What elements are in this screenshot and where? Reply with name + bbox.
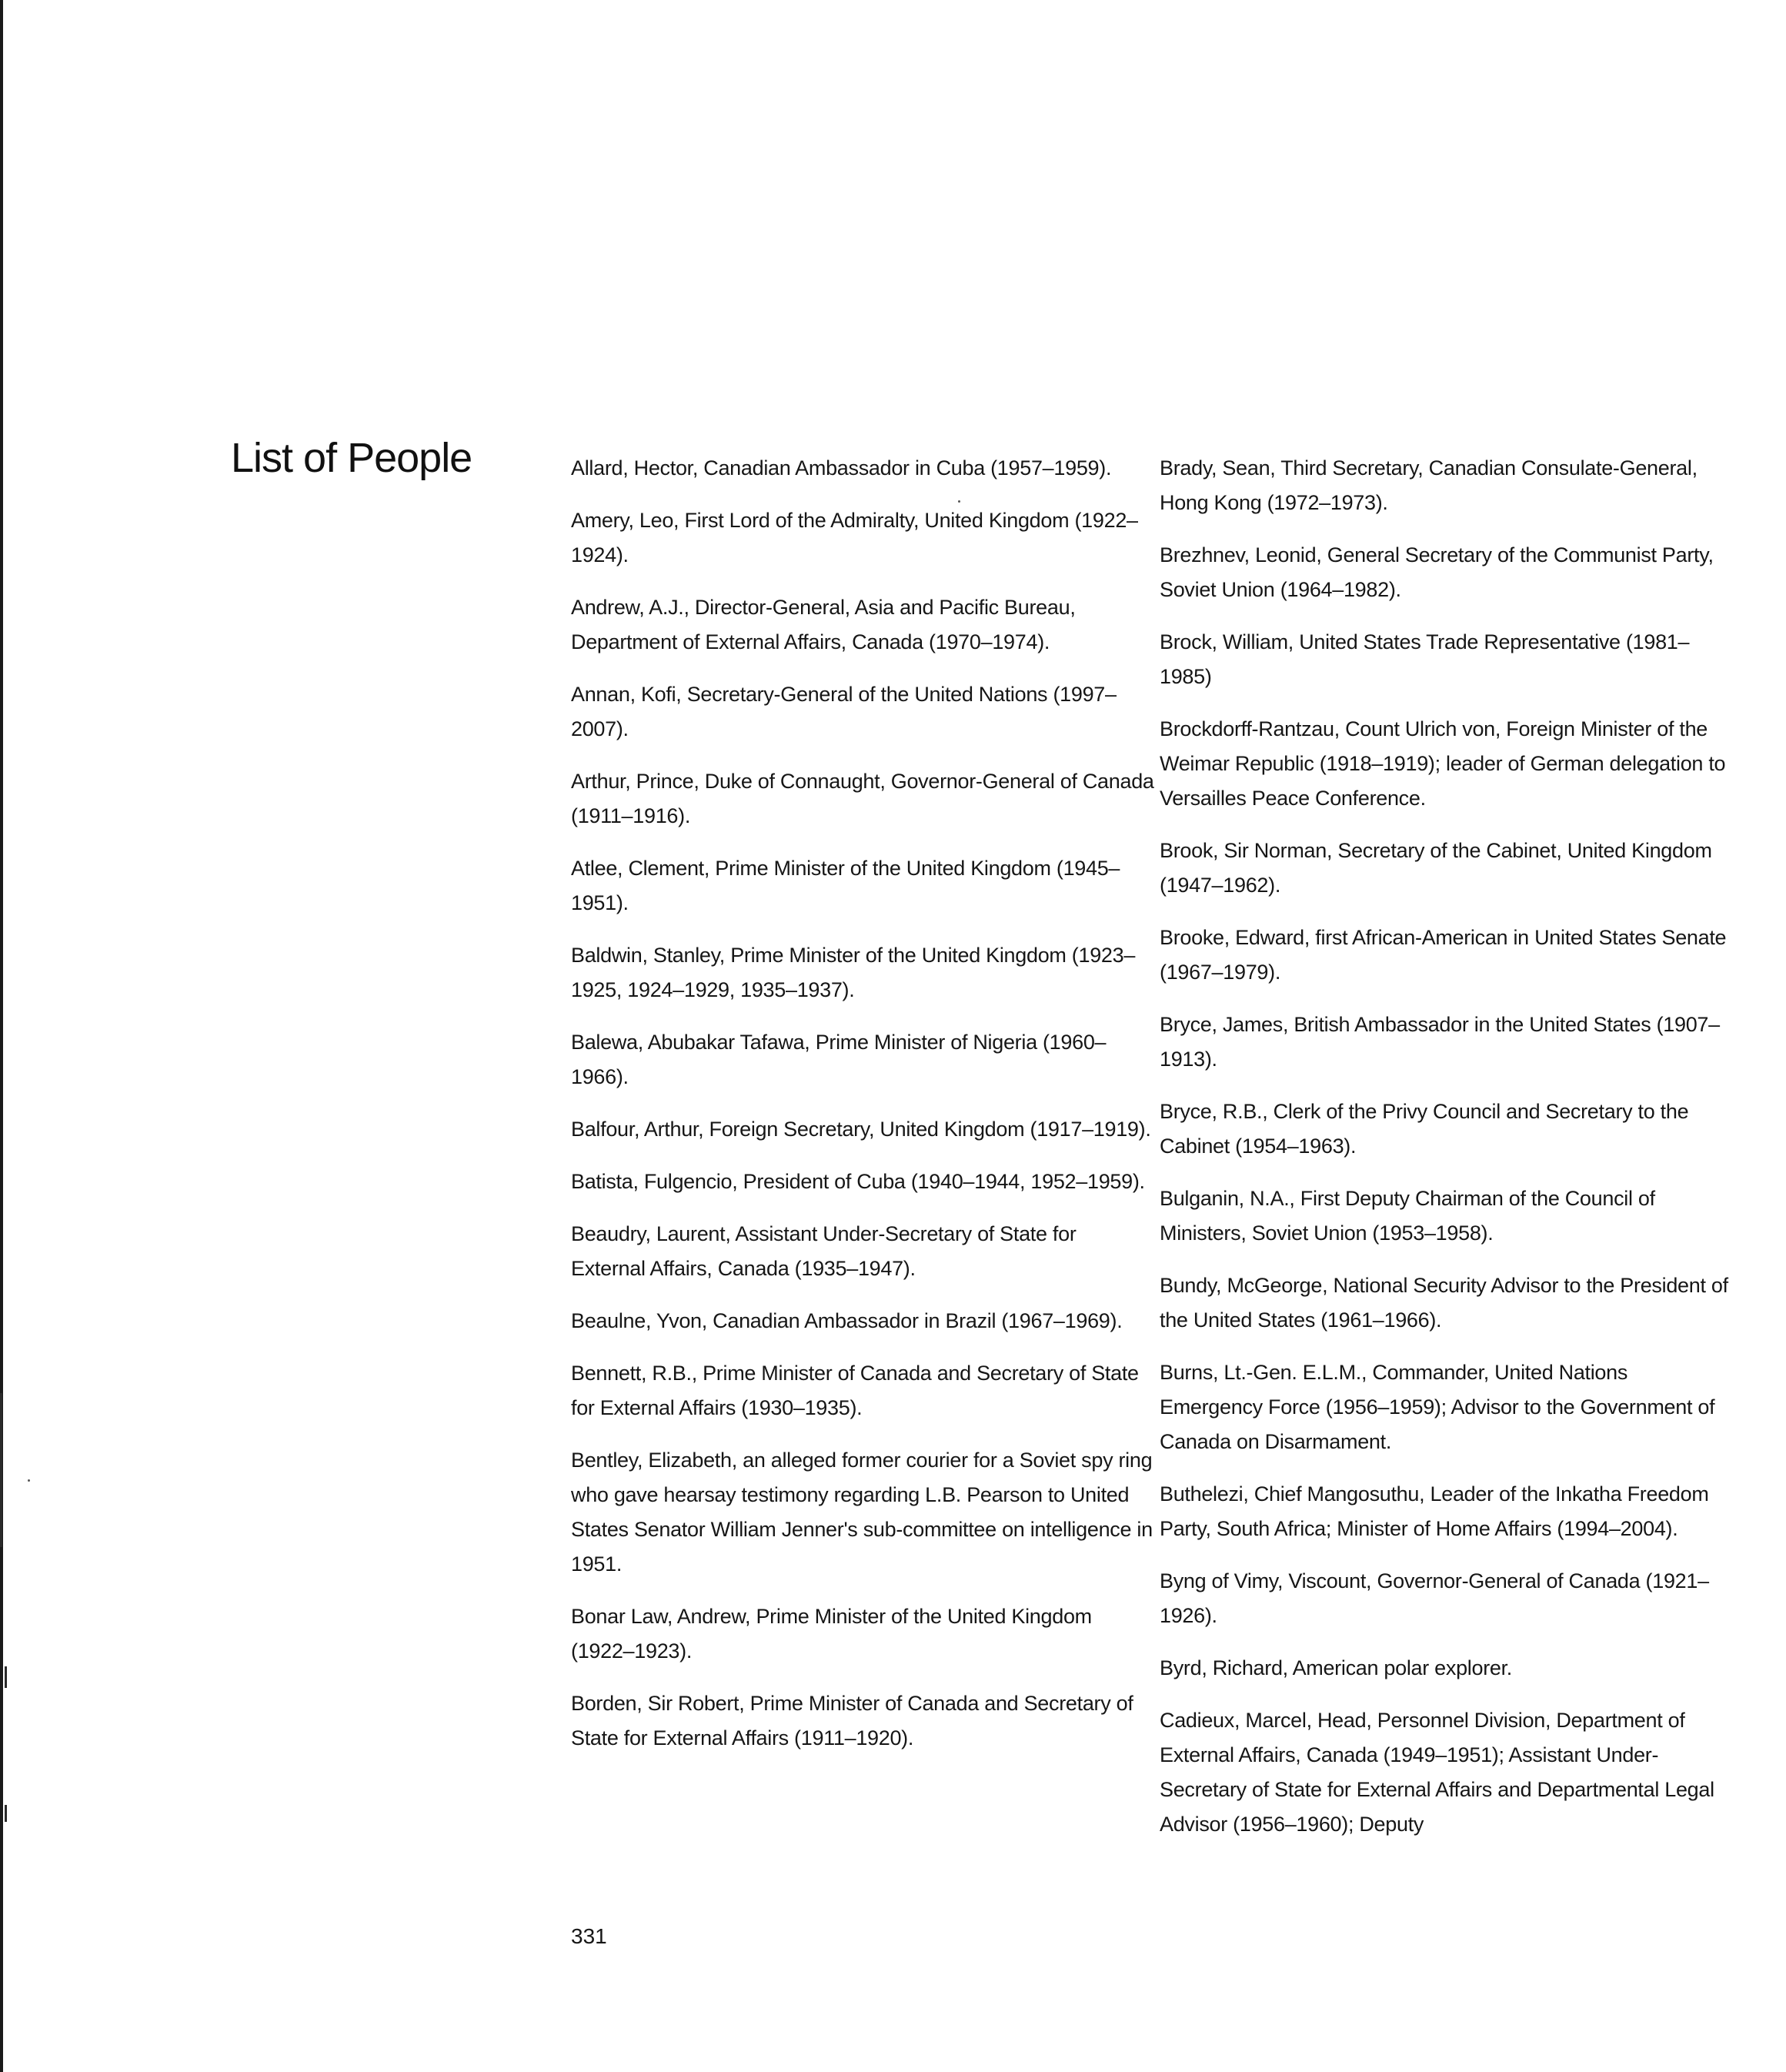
list-entry: Bundy, McGeorge, National Security Advisor to the President of the United States (1961–1966). — [1160, 1274, 1728, 1332]
list-entry: Brooke, Edward, first African-American in United States Senate (1967–1979). — [1160, 926, 1727, 984]
list-entry: Byng of Vimy, Viscount, Governor-General of Canada (1921–1926). — [1160, 1569, 1709, 1627]
page-title: List of People — [231, 435, 472, 481]
right-column — [1160, 451, 1729, 1860]
page-edge-mark — [5, 1666, 7, 1688]
list-entry: Beaudry, Laurent, Assistant Under-Secretary of State for External Affairs, Canada (1935–1947). — [571, 1222, 1077, 1280]
page-edge-shadow — [0, 0, 3, 2072]
list-entry: Bryce, R.B., Clerk of the Privy Council and Secretary to the Cabinet (1954–1963). — [1160, 1100, 1689, 1158]
list-entry: Bentley, Elizabeth, an alleged former courier for a Soviet spy ring who gave hearsay testimony regarding L.B. Pearson to United States Senator William Jenner's sub-committee on intelligence in 1951. — [571, 1449, 1153, 1576]
list-entry: Bennett, R.B., Prime Minister of Canada and Secretary of State for External Affairs (1930–1935). — [571, 1362, 1139, 1419]
scan-speck — [28, 1479, 30, 1482]
page-edge-mark — [5, 1805, 7, 1822]
list-entry: Burns, Lt.-Gen. E.L.M., Commander, United Nations Emergency Force (1956–1959); Advisor to the Government of Canada on Disarmament. — [1160, 1361, 1715, 1453]
list-entry: Amery, Leo, First Lord of the Admiralty, United Kingdom (1922–1924). — [571, 509, 1138, 566]
list-entry: Andrew, A.J., Director-General, Asia and Pacific Bureau, Department of External Affairs, Canada (1970–1974). — [571, 596, 1076, 653]
list-entry: Arthur, Prince, Duke of Connaught, Governor-General of Canada (1911–1916). — [571, 770, 1154, 827]
list-entry: Atlee, Clement, Prime Minister of the United Kingdom (1945–1951). — [571, 857, 1120, 914]
list-entry: Buthelezi, Chief Mangosuthu, Leader of the Inkatha Freedom Party, South Africa; Minister of Home Affairs (1994–2004). — [1160, 1482, 1709, 1540]
list-entry: Bryce, James, British Ambassador in the United States (1907–1913). — [1160, 1013, 1720, 1071]
list-entry: Bonar Law, Andrew, Prime Minister of the United Kingdom (1922–1923). — [571, 1605, 1092, 1663]
left-column — [571, 451, 1156, 1773]
list-entry: Cadieux, Marcel, Head, Personnel Division, Department of External Affairs, Canada (1949–1951); Assistant Under-Secretary of State for External Affairs and Departmental Legal Advisor (1956–1960); Deputy — [1160, 1709, 1714, 1836]
list-entry: Byrd, Richard, American polar explorer. — [1160, 1656, 1513, 1679]
list-entry: Annan, Kofi, Secretary-General of the United Nations (1997– 2007). — [571, 683, 1117, 740]
list-entry: Brezhnev, Leonid, General Secretary of the Communist Party, Soviet Union (1964–1982). — [1160, 543, 1714, 601]
list-entry: Brook, Sir Norman, Secretary of the Cabinet, United Kingdom (1947–1962). — [1160, 839, 1712, 897]
list-entry: Bulganin, N.A., First Deputy Chairman of the Council of Ministers, Soviet Union (1953–1958). — [1160, 1187, 1655, 1245]
list-entry: Brockdorff-Rantzau, Count Ulrich von, Foreign Minister of the Weimar Republic (1918–1919); leader of German delegation to Versailles Peace Conference. — [1160, 717, 1726, 810]
list-entry: Beaulne, Yvon, Canadian Ambassador in Brazil (1967–1969). — [571, 1309, 1123, 1332]
list-entry: Borden, Sir Robert, Prime Minister of Canada and Secretary of State for External Affairs (1911–1920). — [571, 1692, 1133, 1750]
list-entry: Balfour, Arthur, Foreign Secretary, United Kingdom (1917–1919). — [571, 1118, 1151, 1141]
list-entry: Brady, Sean, Third Secretary, Canadian Consulate-General, Hong Kong (1972–1973). — [1160, 456, 1698, 514]
list-entry: Brock, William, United States Trade Representative (1981–1985) — [1160, 630, 1690, 688]
page-edge-mark — [0, 1393, 2, 1547]
list-entry: Balewa, Abubakar Tafawa, Prime Minister of Nigeria (1960–1966). — [571, 1031, 1107, 1088]
page-number: 331 — [571, 1924, 607, 1948]
list-entry: Allard, Hector, Canadian Ambassador in Cuba (1957–1959). — [571, 456, 1112, 480]
list-entry: Batista, Fulgencio, President of Cuba (1940–1944, 1952–1959). — [571, 1170, 1145, 1193]
list-entry: Baldwin, Stanley, Prime Minister of the United Kingdom (1923–1925, 1924–1929, 1935–1937). — [571, 944, 1136, 1001]
